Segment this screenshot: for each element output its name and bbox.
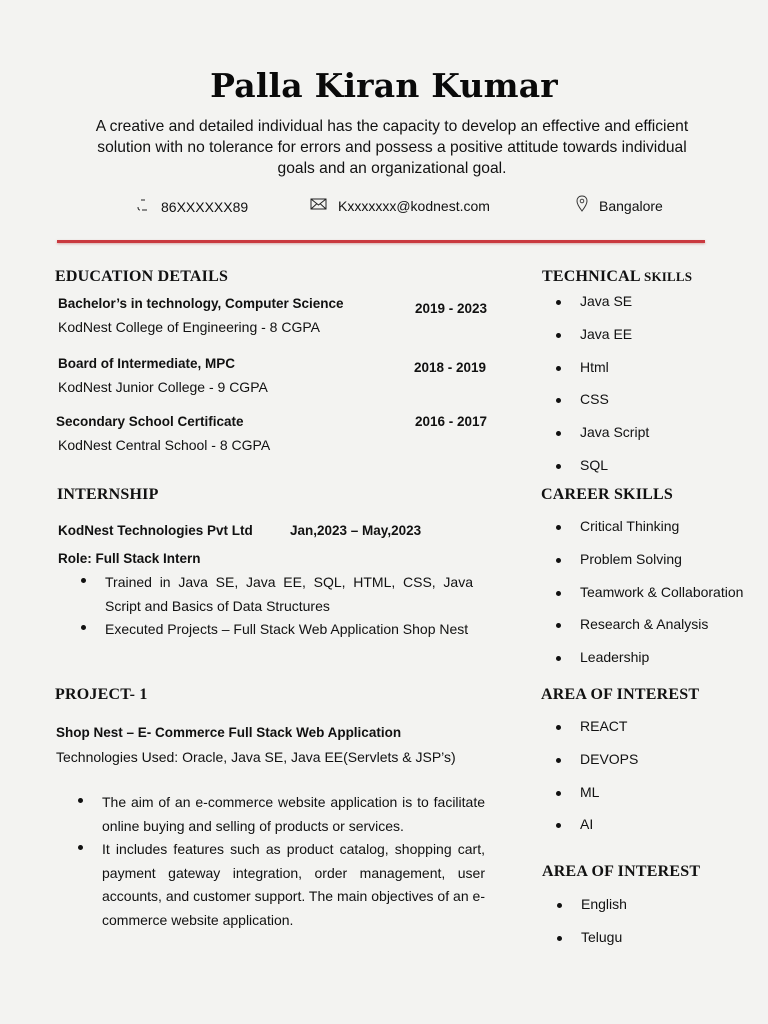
list-item: Trained in Java SE, Java EE, SQL, HTML, CSS, Java Script and Basics of Data Structures bbox=[105, 571, 473, 618]
contact-location bbox=[575, 195, 663, 216]
internship-role: Role: Full Stack Intern bbox=[58, 551, 201, 566]
list-item: Telugu bbox=[581, 929, 627, 962]
education-years: 2019 - 2023 bbox=[415, 301, 488, 316]
education-degree: Secondary School Certificate bbox=[56, 414, 244, 429]
list-item: Research & Analysis bbox=[580, 616, 743, 649]
education-degree: Bachelor’s in technology, Computer Science bbox=[58, 296, 344, 311]
project-technologies: Technologies Used: Oracle, Java SE, Java EE(Servlets & JSP’s) bbox=[56, 749, 456, 765]
list-item: Critical Thinking bbox=[580, 518, 743, 551]
list-item: English bbox=[581, 896, 627, 929]
contact-phone bbox=[135, 197, 248, 216]
location-text: Bangalore bbox=[599, 197, 663, 214]
languages-heading: AREA OF INTEREST bbox=[542, 863, 701, 880]
list-item: ML bbox=[580, 784, 638, 817]
list-item: AI bbox=[580, 816, 638, 849]
education-years: 2018 - 2019 bbox=[414, 360, 487, 375]
list-item: Problem Solving bbox=[580, 551, 743, 584]
list-item: DEVOPS bbox=[580, 751, 638, 784]
list-item: The aim of an e-commerce website application is to facilitate online buying and selling of products or services. bbox=[102, 791, 485, 838]
technical-skills-list bbox=[580, 293, 649, 490]
list-item: REACT bbox=[580, 718, 638, 751]
list-item: Java SE bbox=[580, 293, 649, 326]
candidate-name: Palla Kiran Kumar bbox=[210, 66, 558, 105]
internship-period: Jan,2023 – May,2023 bbox=[290, 523, 422, 538]
internship-points bbox=[105, 571, 473, 642]
languages-list bbox=[581, 896, 627, 962]
internship-company: KodNest Technologies Pvt Ltd bbox=[58, 523, 253, 538]
map-pin-icon bbox=[575, 195, 589, 216]
email-address: Kxxxxxxx@kodnest.com bbox=[338, 197, 490, 214]
project-points bbox=[102, 791, 485, 932]
header-divider bbox=[57, 240, 705, 243]
project-name: Shop Nest – E- Commerce Full Stack Web Application bbox=[56, 725, 402, 740]
list-item: Leadership bbox=[580, 649, 743, 682]
education-school: KodNest Central School - 8 CGPA bbox=[58, 437, 271, 453]
interest-heading: AREA OF INTEREST bbox=[541, 686, 700, 703]
phone-icon bbox=[135, 197, 151, 216]
list-item: Teamwork & Collaboration bbox=[580, 584, 743, 617]
list-item: Executed Projects – Full Stack Web Application Shop Nest bbox=[105, 618, 473, 642]
list-item: SQL bbox=[580, 457, 649, 490]
list-item: Java EE bbox=[580, 326, 649, 359]
phone-number: 86XXXXXX89 bbox=[161, 198, 249, 215]
education-degree: Board of Intermediate, MPC bbox=[58, 356, 236, 371]
career-skills-heading: CAREER SKILLS bbox=[541, 486, 673, 503]
career-skills-list bbox=[580, 518, 743, 682]
technical-skills-heading bbox=[542, 268, 692, 286]
envelope-icon bbox=[310, 197, 328, 214]
education-school: KodNest College of Engineering - 8 CGPA bbox=[58, 319, 320, 335]
list-item: CSS bbox=[580, 391, 649, 424]
education-years: 2016 - 2017 bbox=[415, 414, 488, 429]
internship-heading: INTERNSHIP bbox=[57, 486, 159, 503]
contact-email bbox=[310, 197, 490, 214]
education-school: KodNest Junior College - 9 CGPA bbox=[58, 379, 268, 395]
heading-small: SKILLS bbox=[644, 269, 693, 284]
profile-summary: A creative and detailed individual has the capacity to develop an effective and efficient solution with no tolerance for errors and possess a positive attitude towards individual goals and an organizational goal. bbox=[95, 118, 689, 177]
education-heading: EDUCATION DETAILS bbox=[55, 268, 229, 285]
interest-list bbox=[580, 718, 638, 849]
list-item: It includes features such as product catalog, shopping cart, payment gateway integration, order management, user accounts, and customer support. The main objectives of an e-commerce website application. bbox=[102, 838, 485, 932]
heading-main: TECHNICAL bbox=[542, 268, 645, 285]
list-item: Html bbox=[580, 359, 649, 392]
project-heading: PROJECT- 1 bbox=[55, 686, 148, 703]
list-item: Java Script bbox=[580, 424, 649, 457]
